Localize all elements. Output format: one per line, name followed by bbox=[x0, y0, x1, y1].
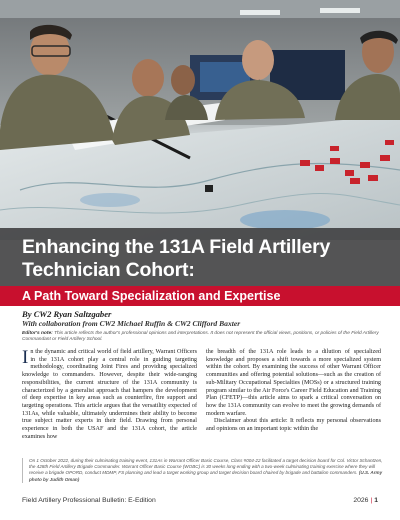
publication-name: Field Artillery Professional Bulletin: E-Edition bbox=[22, 497, 156, 504]
byline bbox=[22, 309, 382, 328]
page-number: 1 bbox=[374, 497, 378, 504]
subtitle-bar bbox=[0, 286, 400, 306]
footer-separator: | bbox=[370, 497, 373, 504]
page-indicator bbox=[353, 497, 378, 504]
body-paragraph: the breadth of the 131A role leads to a dilution of specialized knowledge and proposes a shift towards a more specialized system within the cohort. By examining the success of other Warrant Officer communities and offering potential solutions—such as the creation of sub-Military Occupational Specialties (MOSs) or a structured training program similar to the Air Force's Career Field Education and Training Plan (CFETP)—this article aims to spark a critical conversation on how the 131A community can evolve to meet the growing demands of modern warfare. bbox=[206, 349, 381, 417]
body-text: n the dynamic and critical world of field artillery, Warrant Officers in the 131A cohort play a central role in guiding targeting methodology, coordinating Joint Fires and providing specialized knowledge to commanders. However, despite their wide-ranging responsibilities, the current structure of the 131A community is characterized by a generalist approach that hampers the development of deep expertise in key areas such as counterfire, fire support and targeting operations. This article argues that the versatility expected of 131As, while valuable, ultimately undermines their ability to become true subject matter experts in their field. Drawing from personal experience in both the USAF and the 131A cohort, the article examines how bbox=[22, 349, 197, 440]
article-title: Enhancing the 131A Field Artillery Technician Cohort: bbox=[22, 236, 331, 281]
cover-photo bbox=[0, 0, 400, 240]
collaboration-line: With collaboration from CW2 Michael Ruffin & CW2 Clifford Baxter bbox=[22, 319, 241, 328]
body-column-left bbox=[22, 349, 197, 441]
body-paragraph: Disclaimer about this article: It reflects my personal observations and opinions on an important topic within the bbox=[206, 418, 381, 433]
author-line: By CW2 Ryan Saltzgaber bbox=[22, 309, 112, 319]
title-banner bbox=[0, 228, 400, 286]
article-subtitle: A Path Toward Specialization and Expertise bbox=[22, 289, 281, 303]
photo-caption bbox=[22, 458, 387, 483]
drop-cap: I bbox=[22, 347, 29, 368]
briefing-room-illustration bbox=[0, 0, 400, 240]
body-paragraph bbox=[22, 349, 197, 441]
editor-note-text: This article reflects the author's professional opinions and interpretations. It does not represent the official views, positions, or policies of the Field Artillery Commandant or Field Artillery School. bbox=[22, 331, 379, 343]
page-footer bbox=[22, 497, 378, 507]
caption-text: On 1 October 2022, during their culminating training event, 131As in Warrant Officer Basic Course, Class #004-22 facilitated a target decision board for Col. Victor Schantzen, the 428th Field Artillery Brigade Commander. Warrant Officer Basic Course (WOBC) is 30 weeks long ending with a two-week culminating training exercise where they will receive a brigade OPORD, conduct MDMP, FS planning and lead a target working group and target decision board chaired by brigade and battalion commanders. bbox=[29, 458, 383, 476]
editor-note-label: Editor's note: bbox=[22, 331, 53, 336]
body-column-right bbox=[206, 349, 381, 434]
footer-year: 2026 bbox=[353, 497, 369, 504]
editor-note bbox=[22, 331, 382, 344]
caption-credit: (U.S. Army photo by Judith Oman) bbox=[29, 470, 383, 482]
